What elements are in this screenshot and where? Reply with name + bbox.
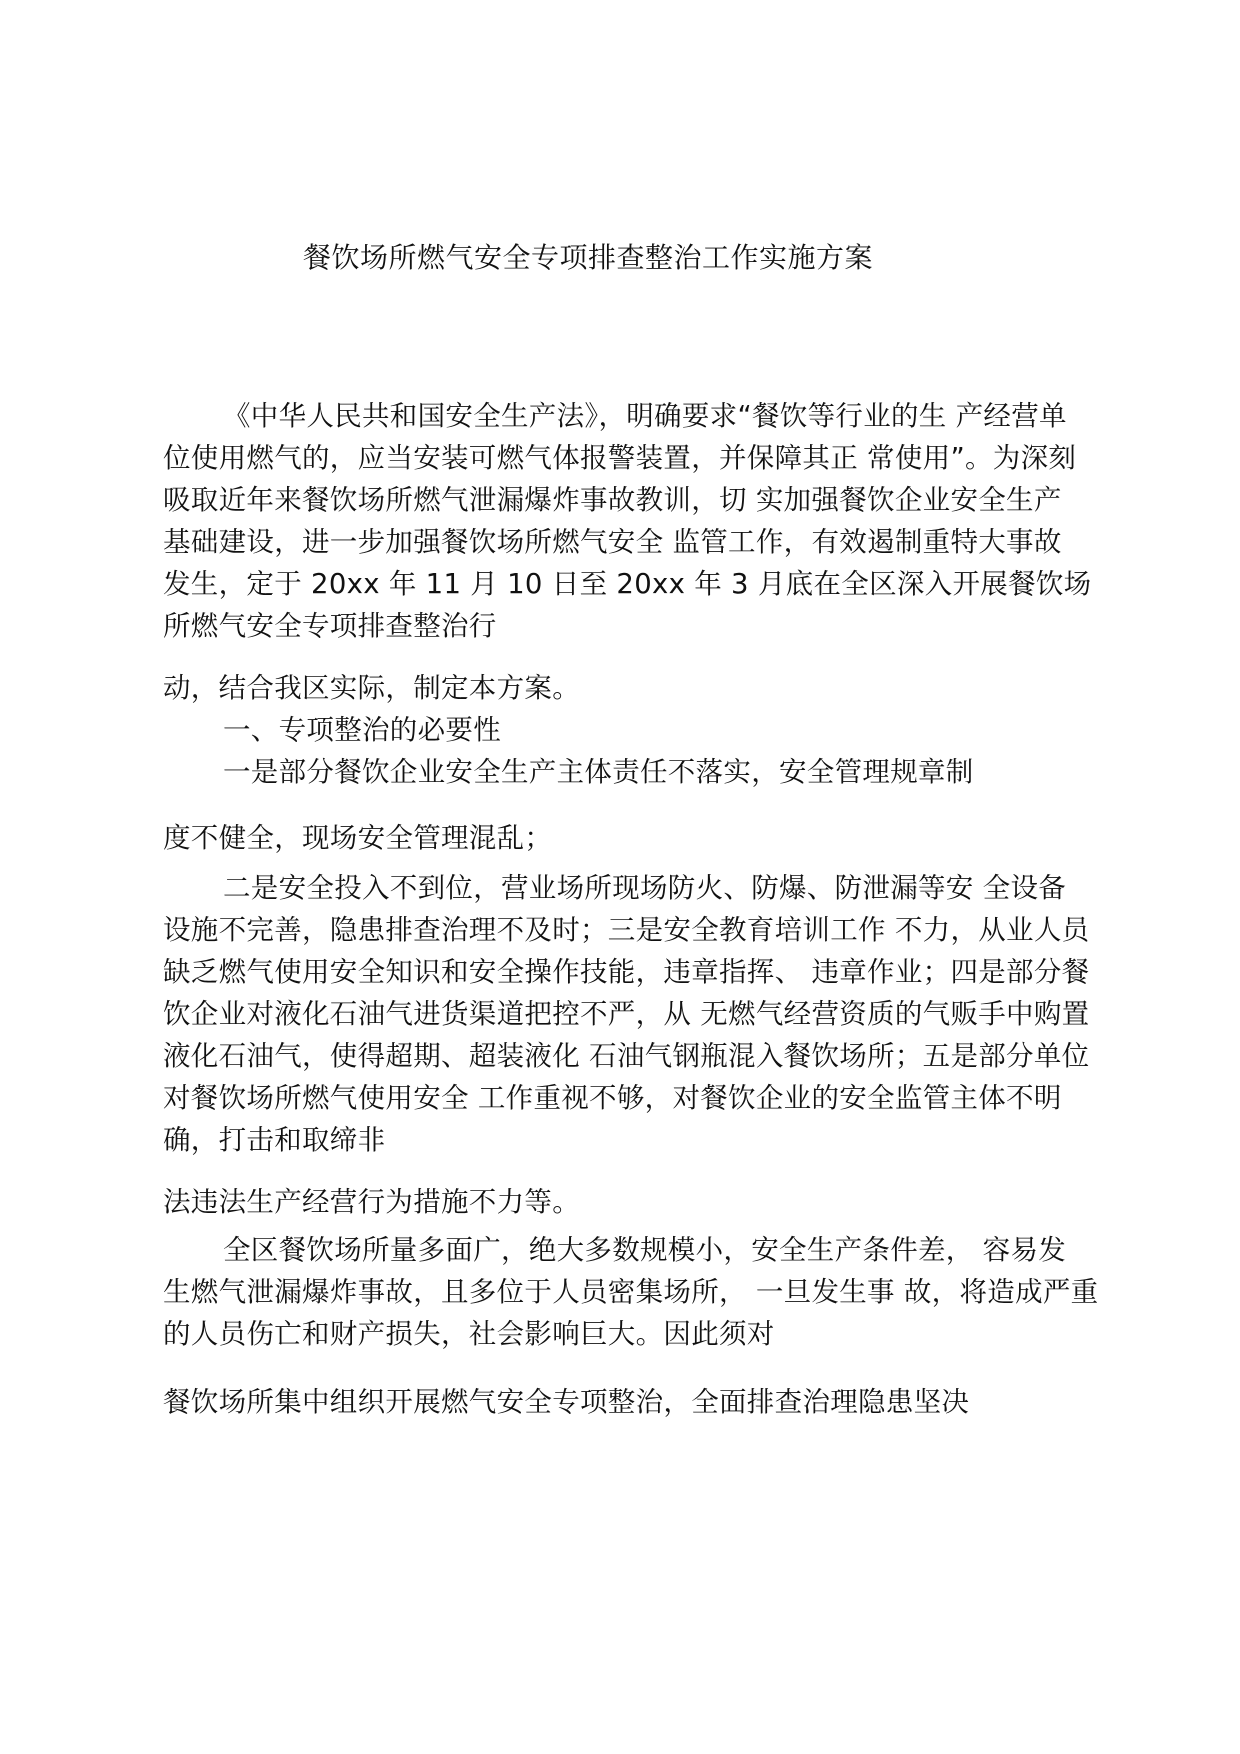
body-line: 生燃气泄漏爆炸事故，且多位于人员密集场所， 一旦发生事 故，将造成严重 <box>163 1276 1099 1308</box>
document-title: 餐饮场所燃气安全专项排查整治工作实施方案 <box>303 241 874 274</box>
body-line: 的人员伤亡和财产损失，社会影响巨大。因此须对 <box>163 1318 775 1350</box>
section-heading: 一、专项整治的必要性 <box>223 714 501 746</box>
body-line: 二是安全投入不到位，营业场所现场防火、防爆、防泄漏等安 全设备 <box>223 872 1067 904</box>
body-line: 餐饮场所集中组织开展燃气安全专项整治，全面排查治理隐患坚决 <box>163 1386 970 1418</box>
body-line: 发生，定于 20xx 年 11 月 10 日至 20xx 年 3 月底在全区深入开展餐饮场 <box>163 568 1092 600</box>
body-line: 度不健全，现场安全管理混乱； <box>163 822 553 854</box>
body-line: 设施不完善，隐患排查治理不及时；三是安全教育培训工作 不力，从业人员 <box>163 914 1090 946</box>
body-line: 液化石油气，使得超期、超装液化 石油气钢瓶混入餐饮场所；五是部分单位 <box>163 1040 1090 1072</box>
body-line: 吸取近年来餐饮场所燃气泄漏爆炸事故教训，切 实加强餐饮企业安全生产 <box>163 484 1062 516</box>
body-line: 饮企业对液化石油气进货渠道把控不严，从 无燃气经营资质的气贩手中购置 <box>163 998 1090 1030</box>
body-line: 位使用燃气的，应当安装可燃气体报警装置，并保障其正 常使用”。为深刻 <box>163 442 1077 474</box>
body-line: 确，打击和取缔非 <box>163 1124 386 1156</box>
body-line: 《中华人民共和国安全生产法》，明确要求“餐饮等行业的生 产经营单 <box>223 400 1067 432</box>
body-line: 全区餐饮场所量多面广，绝大多数规模小，安全生产条件差， 容易发 <box>223 1234 1067 1266</box>
body-line: 法违法生产经营行为措施不力等。 <box>163 1186 580 1218</box>
body-line: 动，结合我区实际，制定本方案。 <box>163 672 580 704</box>
body-line: 所燃气安全专项排查整治行 <box>163 610 497 642</box>
body-line: 基础建设，进一步加强餐饮场所燃气安全 监管工作，有效遏制重特大事故 <box>163 526 1062 558</box>
body-line: 缺乏燃气使用安全知识和安全操作技能，违章指挥、 违章作业；四是部分餐 <box>163 956 1090 988</box>
body-line: 对餐饮场所燃气使用安全 工作重视不够，对餐饮企业的安全监管主体不明 <box>163 1082 1062 1114</box>
body-line: 一是部分餐饮企业安全生产主体责任不落实，安全管理规章制 <box>223 756 974 788</box>
